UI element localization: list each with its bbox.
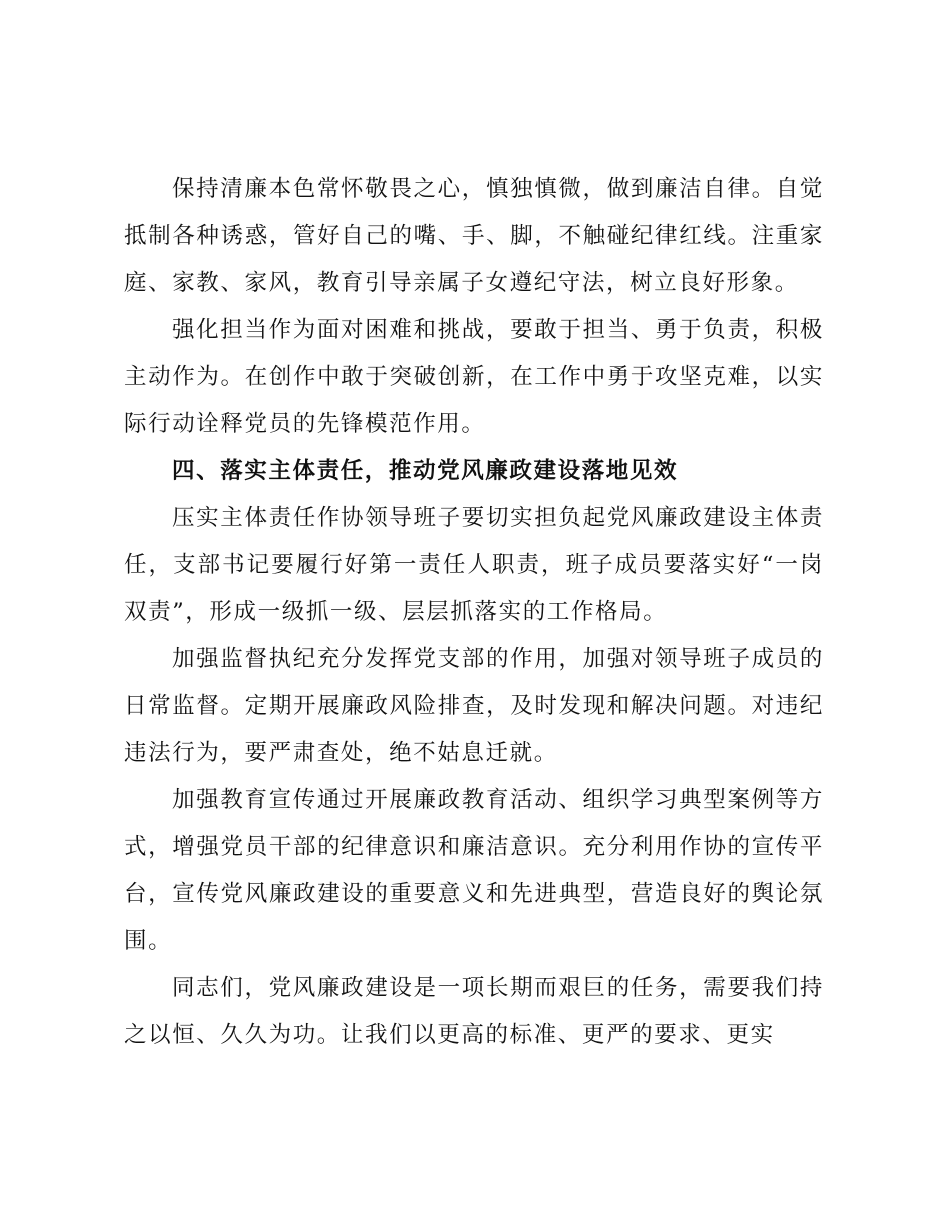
paragraph-responsibility: 强化担当作为面对困难和挑战，要敢于担当、勇于负责，积极主动作为。在创作中敢于突破创新，在工作中勇于攻坚克难，以实际行动诠释党员的先锋模范作用。 [124,317,824,437]
paragraph-closing: 同志们，党风廉政建设是一项长期而艰巨的任务，需要我们持之以恒、久久为功。让我们以更高的标准、更严的要求、更实 [124,975,824,1048]
paragraph-integrity: 保持清廉本色常怀敬畏之心，慎独慎微，做到廉洁自律。自觉抵制各种诱惑，管好自己的嘴、手、脚，不触碰纪律红线。注重家庭、家教、家风，教育引导亲属子女遵纪守法，树立良好形象。 [124,176,824,296]
paragraph-supervision: 加强监督执纪充分发挥党支部的作用，加强对领导班子成员的日常监督。定期开展廉政风险排查，及时发现和解决问题。对违纪违法行为，要严肃查处，绝不姑息迁就。 [124,646,824,766]
document-body [124,166,824,1059]
paragraph-main-responsibility: 压实主体责任作协领导班子要切实担负起党风廉政建设主体责任，支部书记要履行好第一责任人职责，班子成员要落实好“一岗双责”，形成一级抓一级、层层抓落实的工作格局。 [124,505,824,625]
paragraph-education: 加强教育宣传通过开展廉政教育活动、组织学习典型案例等方式，增强党员干部的纪律意识和廉洁意识。充分利用作协的宣传平台，宣传党风廉政建设的重要意义和先进典型，营造良好的舆论氛围。 [124,787,824,954]
section-heading: 四、落实主体责任，推动党风廉政建设落地见效 [172,458,679,484]
